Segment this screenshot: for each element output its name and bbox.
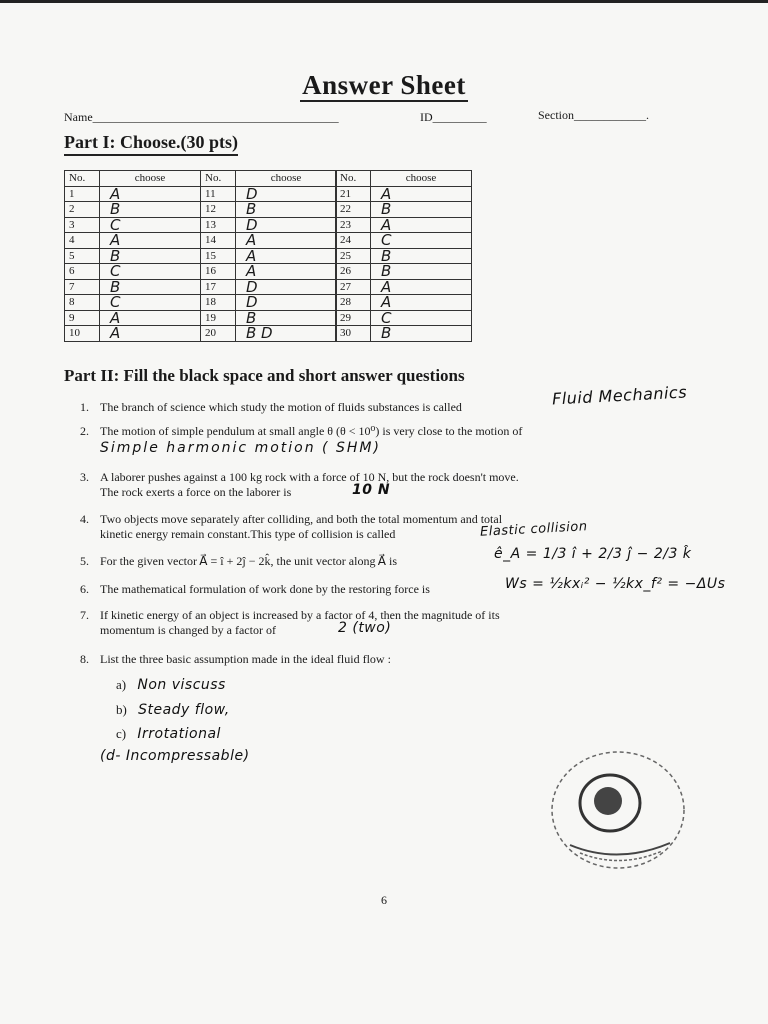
table-row	[201, 186, 337, 202]
row-answer: C	[100, 217, 201, 233]
part2-heading: Part II: Fill the black space and short answer questions	[64, 366, 465, 385]
question-text: For the given vector A⃗ = î + 2ĵ − 2k̂, the unit vector along A⃗ is	[100, 554, 398, 568]
answer-4: Elastic collision	[479, 519, 588, 540]
row-answer: D	[236, 186, 337, 202]
answer-7: 2 (two)	[338, 620, 392, 636]
table-row	[336, 326, 472, 342]
row-answer: A	[371, 279, 472, 295]
row-answer: B	[371, 326, 472, 342]
row-number: 18	[201, 295, 236, 311]
row-number: 10	[65, 326, 100, 342]
col-no-header: No.	[65, 171, 100, 187]
table-row	[336, 233, 472, 249]
table-row	[201, 233, 337, 249]
answer-6: Ws = ½kxᵢ² − ½kx_f² = −ΔUs	[505, 576, 726, 592]
row-answer: B	[100, 202, 201, 218]
table-row	[201, 279, 337, 295]
col-choose-header: choose	[236, 171, 337, 187]
table-row	[201, 217, 337, 233]
row-number: 30	[336, 326, 371, 342]
table-row	[65, 326, 201, 342]
row-answer: A	[371, 217, 472, 233]
row-answer: C	[100, 295, 201, 311]
row-number: 21	[336, 186, 371, 202]
row-number: 26	[336, 264, 371, 280]
table-row	[65, 186, 201, 202]
col-no-header: No.	[201, 171, 236, 187]
table-row	[336, 186, 472, 202]
answer-3: 10 N	[352, 482, 391, 498]
question-text: The motion of simple pendulum at small angle θ (θ < 10⁰) is very close to the motion of	[100, 424, 523, 438]
assumption-extra: (d- Incompressable)	[100, 748, 250, 764]
row-answer: B	[100, 248, 201, 264]
table-row	[201, 248, 337, 264]
row-answer: A	[371, 295, 472, 311]
assumption-answer: Non viscuss	[137, 677, 226, 693]
table-row	[65, 202, 201, 218]
assumption-answer: Steady flow,	[138, 702, 230, 718]
name-field	[64, 110, 339, 125]
section-label: Section	[538, 108, 574, 122]
page-number: 6	[381, 893, 387, 907]
row-number: 20	[201, 326, 236, 342]
row-number: 14	[201, 233, 236, 249]
row-answer: D	[236, 295, 337, 311]
row-number: 8	[65, 295, 100, 311]
page-top-edge	[0, 0, 768, 3]
table-row	[201, 295, 337, 311]
name-blank: _________________________________________	[92, 110, 339, 124]
row-answer: B	[100, 279, 201, 295]
row-answer: B	[371, 248, 472, 264]
question-text-line2: kinetic energy remain constant.This type of collision is called	[100, 527, 396, 541]
row-number: 15	[201, 248, 236, 264]
table-row	[336, 217, 472, 233]
id-blank: _________	[432, 110, 487, 124]
table-row	[201, 310, 337, 326]
table-row	[65, 279, 201, 295]
row-answer: A	[100, 310, 201, 326]
row-answer: A	[100, 326, 201, 342]
assumption-b	[116, 702, 230, 718]
question-number: 4.	[80, 512, 89, 526]
row-number: 5	[65, 248, 100, 264]
question-text: The mathematical formulation of work done by the restoring force is	[100, 582, 430, 596]
row-answer: B D	[236, 326, 337, 342]
table-row	[65, 217, 201, 233]
question-number: 6.	[80, 582, 89, 596]
question-text: If kinetic energy of an object is increased by a factor of 4, then the magnitude of its	[100, 608, 500, 622]
table-row	[336, 310, 472, 326]
row-answer: B	[371, 202, 472, 218]
row-answer: B	[236, 202, 337, 218]
table-row	[336, 295, 472, 311]
row-answer: C	[100, 264, 201, 280]
row-answer: A	[100, 233, 201, 249]
row-number: 11	[201, 186, 236, 202]
id-label: ID	[420, 110, 433, 124]
row-number: 2	[65, 202, 100, 218]
answer-table-3	[335, 170, 472, 342]
page-title: Answer Sheet	[302, 70, 466, 100]
col-no-header: No.	[336, 171, 371, 187]
question-text: Two objects move separately after colliding, and both the total momentum and total	[100, 512, 503, 526]
row-number: 7	[65, 279, 100, 295]
table-header-row	[336, 171, 472, 187]
row-number: 29	[336, 310, 371, 326]
table-row	[336, 264, 472, 280]
row-number: 13	[201, 217, 236, 233]
row-answer: A	[236, 248, 337, 264]
table-header-row	[65, 171, 201, 187]
row-answer: C	[371, 310, 472, 326]
assumption-c	[116, 726, 221, 742]
question-text: A laborer pushes against a 100 kg rock with a force of 10 N, but the rock doesn't move.	[100, 470, 519, 484]
table-row	[336, 202, 472, 218]
answer-table-2	[200, 170, 337, 342]
table-row	[65, 295, 201, 311]
row-number: 16	[201, 264, 236, 280]
row-answer: A	[100, 186, 201, 202]
answer-1: Fluid Mechanics	[551, 382, 688, 409]
row-number: 28	[336, 295, 371, 311]
assumption-a	[116, 677, 226, 693]
row-number: 3	[65, 217, 100, 233]
part1-heading: Part I: Choose.(30 pts)	[64, 132, 238, 156]
row-number: 23	[336, 217, 371, 233]
table-header-row	[201, 171, 337, 187]
assumption-label: a)	[116, 677, 127, 692]
answer-table-1	[64, 170, 201, 342]
question-number: 1.	[80, 400, 89, 414]
row-number: 25	[336, 248, 371, 264]
col-choose-header: choose	[100, 171, 201, 187]
row-number: 12	[201, 202, 236, 218]
row-number: 9	[65, 310, 100, 326]
row-number: 24	[336, 233, 371, 249]
row-number: 1	[65, 186, 100, 202]
row-number: 6	[65, 264, 100, 280]
row-number: 4	[65, 233, 100, 249]
question-number: 3.	[80, 470, 89, 484]
table-row	[201, 264, 337, 280]
table-row	[65, 233, 201, 249]
name-label: Name	[64, 110, 93, 124]
row-answer: D	[236, 279, 337, 295]
answer-5: ê_A = 1/3 î + 2/3 ĵ − 2/3 k̂	[494, 546, 692, 562]
row-number: 27	[336, 279, 371, 295]
table-row	[65, 248, 201, 264]
question-number: 8.	[80, 652, 89, 666]
question-text-line2: momentum is changed by a factor of	[100, 623, 276, 637]
question-text: List the three basic assumption made in the ideal fluid flow :	[100, 652, 391, 666]
row-answer: B	[236, 310, 337, 326]
row-answer: A	[371, 186, 472, 202]
question-text-line2: The rock exerts a force on the laborer is	[100, 485, 292, 499]
table-row	[336, 248, 472, 264]
table-row	[65, 310, 201, 326]
section-field	[538, 108, 649, 123]
row-answer: D	[236, 217, 337, 233]
row-number: 22	[336, 202, 371, 218]
id-field	[420, 110, 487, 125]
table-row	[336, 279, 472, 295]
assumption-answer: Irrotational	[137, 726, 221, 742]
section-blank: ____________.	[574, 108, 649, 122]
table-row	[65, 264, 201, 280]
row-answer: A	[236, 264, 337, 280]
answer-2: Simple harmonic motion ( SHM)	[100, 440, 381, 456]
question-number: 2.	[80, 424, 89, 438]
assumption-label: c)	[116, 726, 127, 741]
table-row	[201, 326, 337, 342]
table-row	[201, 202, 337, 218]
question-text: The branch of science which study the motion of fluids substances is called	[100, 400, 462, 414]
row-answer: A	[236, 233, 337, 249]
question-number: 5.	[80, 554, 89, 568]
question-number: 7.	[80, 608, 89, 622]
row-number: 19	[201, 310, 236, 326]
row-answer: C	[371, 233, 472, 249]
row-number: 17	[201, 279, 236, 295]
assumption-label: b)	[116, 702, 127, 717]
seal-stamp-icon	[540, 745, 690, 875]
row-answer: B	[371, 264, 472, 280]
col-choose-header: choose	[371, 171, 472, 187]
